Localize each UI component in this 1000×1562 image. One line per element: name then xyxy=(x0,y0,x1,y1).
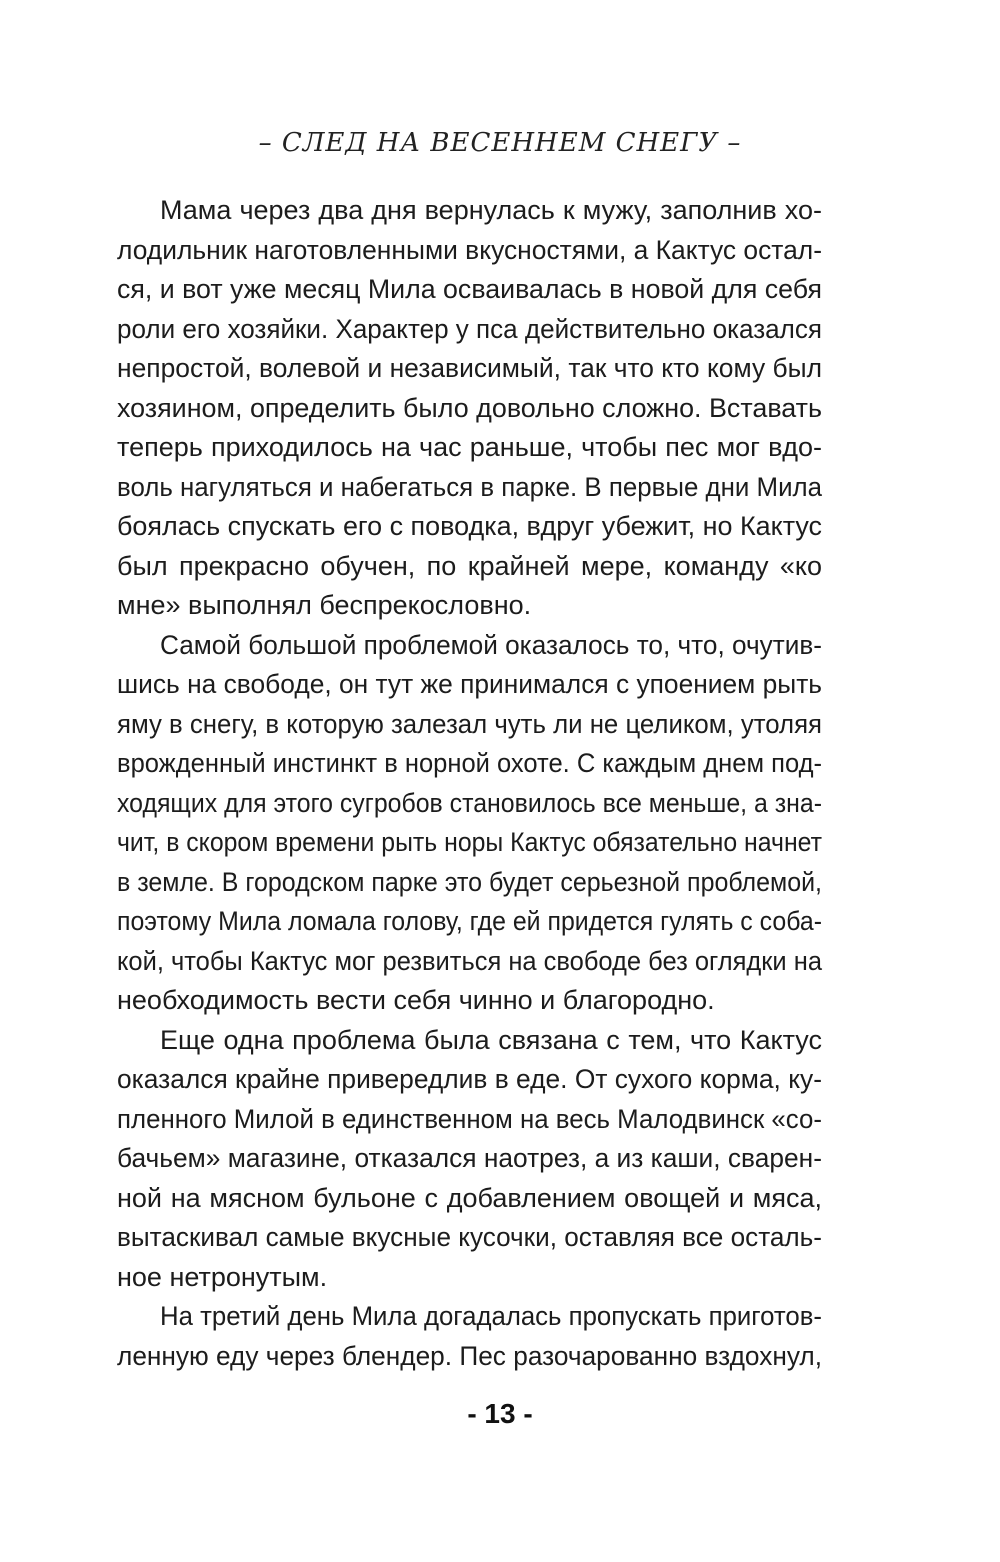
text-line: Самой большой проблемой оказалось то, что, очутив- xyxy=(159,629,822,660)
text-line: был прекрасно обучен, по крайней мере, команду «ко xyxy=(117,550,822,581)
text-line: яму в снегу, в которую залезал чуть ли не целиком, утоляя xyxy=(117,708,822,739)
text-line: ной на мясном бульоне с добавлением овощей и мяса, xyxy=(117,1182,822,1213)
text-line: необходимость вести себя чинно и благородно. xyxy=(117,985,715,1015)
text-line: ное нетронутым. xyxy=(117,1261,328,1292)
text-line: непростой, волевой и независимый, так что кто кому был xyxy=(117,353,822,383)
text-line: Мама через два дня вернулась к мужу, заполнив хо- xyxy=(160,195,822,225)
body-text xyxy=(117,191,822,1376)
text-line: врожденный инстинкт в норной охоте. С каждым днем под- xyxy=(117,748,822,778)
text-line: На третий день Мила догадалась пропускать приготов- xyxy=(159,1301,822,1331)
text-line: бачьем» магазине, отказался наотрез, а из каши, сварен- xyxy=(117,1143,822,1173)
text-line: вытаскивал самые вкусные кусочки, оставляя все осталь- xyxy=(117,1222,822,1252)
text-line: воль нагуляться и набегаться в парке. В первые дни Мила xyxy=(117,471,822,502)
text-line: лодильник наготовленными вкусностями, а Кактус остал- xyxy=(117,234,822,265)
text-line: чит, в скором времени рыть норы Кактус обязательно начнет xyxy=(117,827,822,857)
page-number: - 13 - xyxy=(467,1398,533,1429)
running-header: – СЛЕД НА ВЕСЕННЕМ СНЕГУ – xyxy=(258,128,742,158)
text-line: Еще одна проблема была связана с тем, что Кактус xyxy=(160,1024,822,1055)
text-line: ся, и вот уже месяц Мила осваивалась в новой для себя xyxy=(117,274,822,304)
text-line: оказался крайне привередлив в еде. От сухого корма, ку- xyxy=(117,1064,822,1094)
text-line: шись на свободе, он тут же принимался с упоением рыть xyxy=(117,669,822,699)
text-line: поэтому Мила ломала голову, где ей придется гулять с соба- xyxy=(117,906,822,936)
text-line: боялась спускать его с поводка, вдруг убежит, но Кактус xyxy=(117,511,822,541)
text-line: в земле. В городском парке это будет серьезной проблемой, xyxy=(117,866,822,897)
text-line: пленного Милой в единственном на весь Малодвинск «со- xyxy=(117,1103,822,1134)
text-line: хозяином, определить было довольно сложно. Вставать xyxy=(117,392,822,423)
text-line: теперь приходилось на час раньше, чтобы пес мог вдо- xyxy=(117,432,822,462)
text-line: роли его хозяйки. Характер у пса действительно оказался xyxy=(117,313,822,344)
text-line: ленную еду через блендер. Пес разочарованно вздохнул, xyxy=(117,1340,822,1371)
text-line: кой, чтобы Кактус мог резвиться на свободе без оглядки на xyxy=(117,945,822,976)
text-line: ходящих для этого сугробов становилось все меньше, а зна- xyxy=(117,787,822,818)
text-line: мне» выполнял беспрекословно. xyxy=(117,590,532,620)
